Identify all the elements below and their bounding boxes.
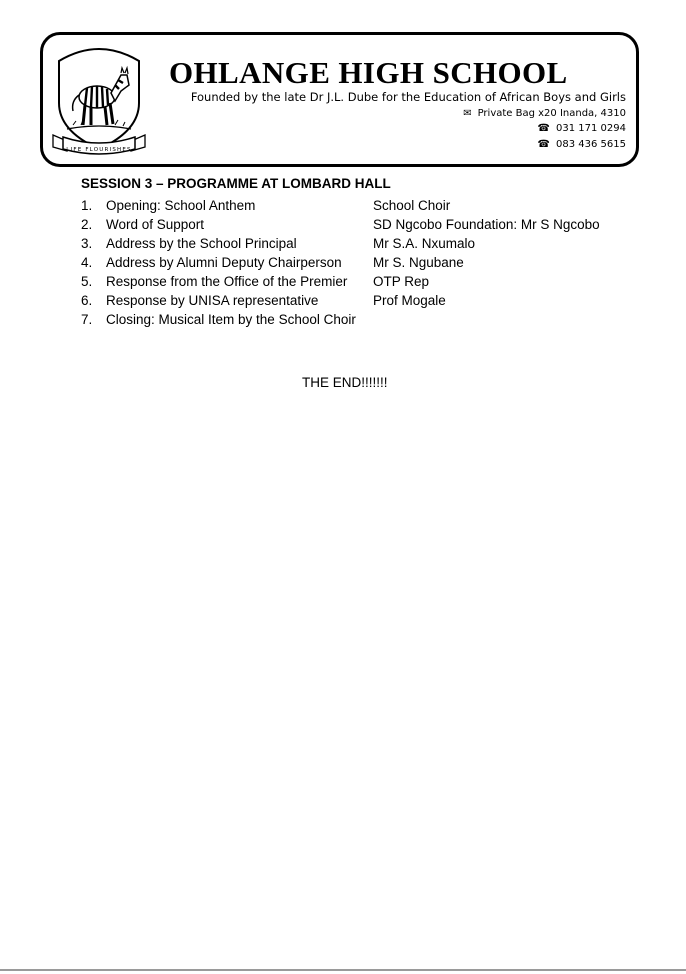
item-title: Closing: Musical Item by the School Choir [106,312,356,327]
phone-number-1: 031 171 0294 [556,123,626,134]
item-title: Address by Alumni Deputy Chairperson [106,255,342,270]
phone-line-1 [538,123,626,134]
item-presenter: School Choir [373,198,451,213]
letterhead [40,32,639,167]
item-number: 6. [81,293,93,308]
item-presenter: Prof Mogale [373,293,446,308]
item-title: Response by UNISA representative [106,293,319,308]
envelope-icon: ✉ [463,108,472,119]
item-title: Opening: School Anthem [106,198,256,213]
item-number: 5. [81,274,93,289]
founded-line: Founded by the late Dr J.L. Dube for the Education of African Boys and Girls [190,90,626,104]
item-title: Word of Support [106,217,205,232]
school-crest-zebra-logo [49,45,149,157]
item-number: 2. [81,217,93,232]
postal-address-line [463,108,626,119]
item-presenter: SD Ngcobo Foundation: Mr S Ngcobo [373,217,600,232]
phone-icon: ☎ [537,123,551,134]
item-number: 3. [81,236,93,251]
school-name: OHLANGE HIGH SCHOOL [169,55,568,90]
crest-motto: LIFE FLOURISHES [66,147,132,153]
phone-number-2: 083 436 5615 [556,139,626,150]
item-title: Response from the Office of the Premier [106,274,348,289]
item-presenter: OTP Rep [373,274,430,289]
item-title: Address by the School Principal [106,236,297,251]
phone-line-2 [538,139,626,150]
postal-address: Private Bag x20 Inanda, 4310 [477,108,626,119]
item-presenter: Mr S. Ngubane [373,255,464,270]
item-number: 7. [81,312,93,327]
item-number: 1. [81,198,93,213]
phone-icon: ☎ [537,139,551,150]
session-title: SESSION 3 – PROGRAMME AT LOMBARD HALL [81,176,391,191]
page-bottom-divider [0,969,686,971]
item-number: 4. [81,255,93,270]
closing-text: THE END!!!!!!! [302,375,388,390]
item-presenter: Mr S.A. Nxumalo [373,236,476,251]
